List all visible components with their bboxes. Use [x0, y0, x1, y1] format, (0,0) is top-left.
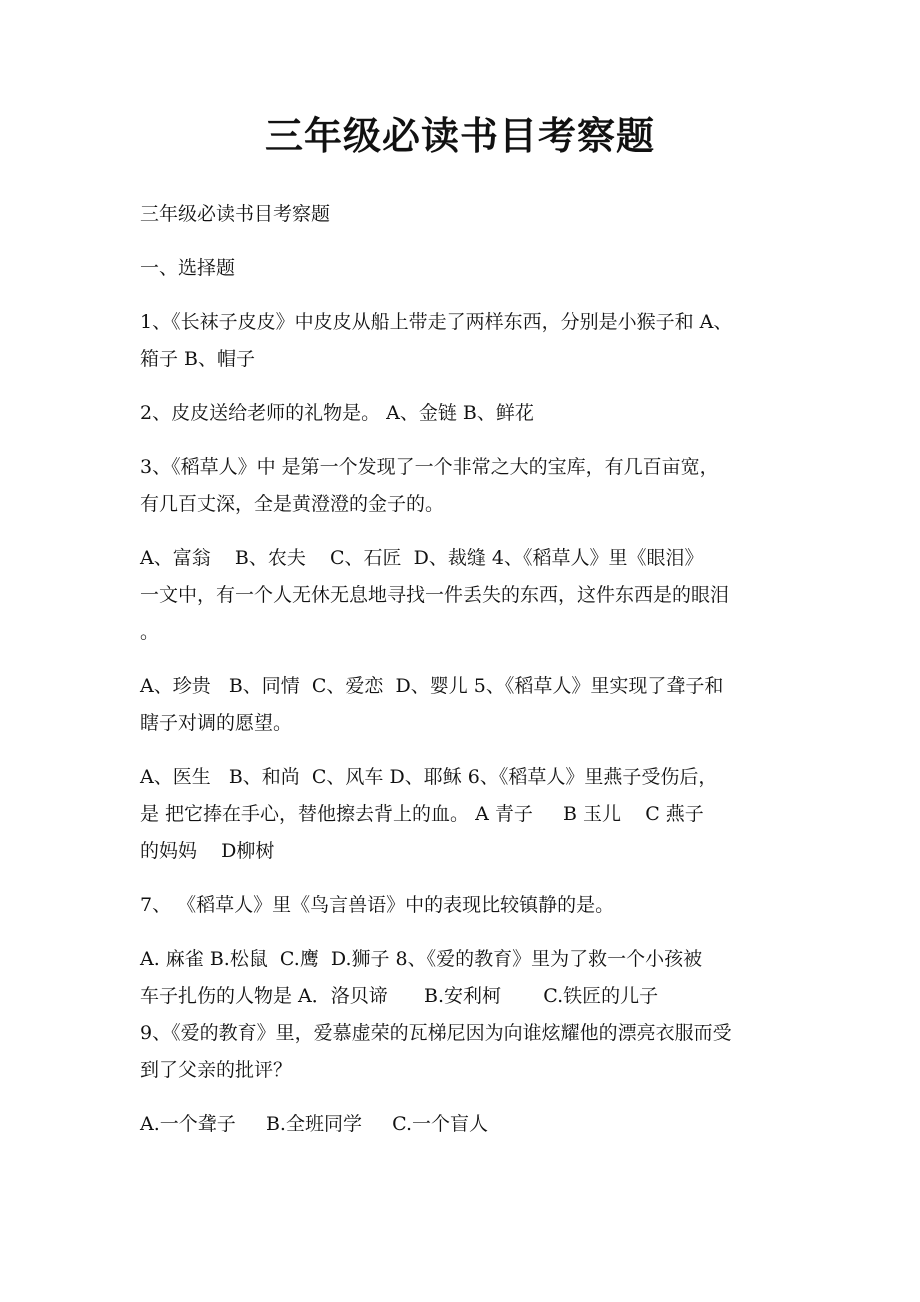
paragraph — [140, 540, 780, 651]
paragraph — [140, 196, 780, 233]
text-line: 。 — [140, 621, 160, 643]
paragraph — [140, 304, 780, 378]
document-title: 三年级必读书目考察题 — [264, 114, 655, 158]
paragraph — [140, 887, 780, 924]
text-line: 到了父亲的批评？ — [140, 1059, 293, 1081]
paragraph — [140, 395, 780, 432]
text-line: 9、《爱的教育》里，爱慕虚荣的瓦梯尼因为向谁炫耀他的漂亮衣服而受 — [140, 1022, 732, 1044]
paragraph — [140, 250, 780, 287]
paragraph — [140, 1106, 780, 1143]
text-line: 有几百丈深，全是黄澄澄的金子的。 — [140, 493, 445, 515]
text-line: 一、选择题 — [140, 257, 236, 279]
text-line: 瞎子对调的愿望。 — [140, 712, 293, 734]
text-line: 7、 《稻草人》里《鸟言兽语》中的表现比较镇静的是。 — [140, 894, 615, 916]
text-line: A、富翁 B、农夫 C、石匠 D、裁缝 4、《稻草人》里《眼泪》 — [140, 547, 704, 569]
text-line: A、珍贵 B、同情 C、爱恋 D、婴儿 5、《稻草人》里实现了聋子和 — [140, 675, 724, 697]
text-line: 一文中，有一个人无休无息地寻找一件丢失的东西，这件东西是的眼泪 — [140, 584, 730, 606]
text-line: 三年级必读书目考察题 — [140, 203, 331, 225]
text-line: 3、《稻草人》中 是第一个发现了一个非常之大的宝库，有几百亩宽， — [140, 456, 719, 478]
paragraph — [140, 449, 780, 523]
text-line: A.一个聋子 B.全班同学 C.一个盲人 — [140, 1113, 489, 1135]
text-line: 的妈妈 D柳树 — [140, 840, 275, 862]
text-line: 箱子 B、帽子 — [140, 348, 256, 370]
document-body — [140, 196, 780, 1160]
text-line: 2、皮皮送给老师的礼物是。 A、金链 B、鲜花 — [140, 402, 534, 424]
text-line: 车子扎伤的人物是 A．洛贝谛 B.安利柯 C.铁匠的儿子 — [140, 985, 659, 1007]
paragraph — [140, 941, 780, 1089]
paragraph — [140, 759, 780, 870]
paragraph — [140, 668, 780, 742]
text-line: 1、《长袜子皮皮》中皮皮从船上带走了两样东西，分别是小猴子和 A、 — [140, 311, 733, 333]
text-line: A. 麻雀 B.松鼠 C.鹰 D.狮子 8、《爱的教育》里为了救一个小孩被 — [140, 948, 703, 970]
text-line: 是 把它捧在手心，替他擦去背上的血。 A 青子 B 玉儿 C 燕子 — [140, 803, 704, 825]
text-line: A、医生 B、和尚 C、风车 D、耶稣 6、《稻草人》里燕子受伤后， — [140, 766, 718, 788]
